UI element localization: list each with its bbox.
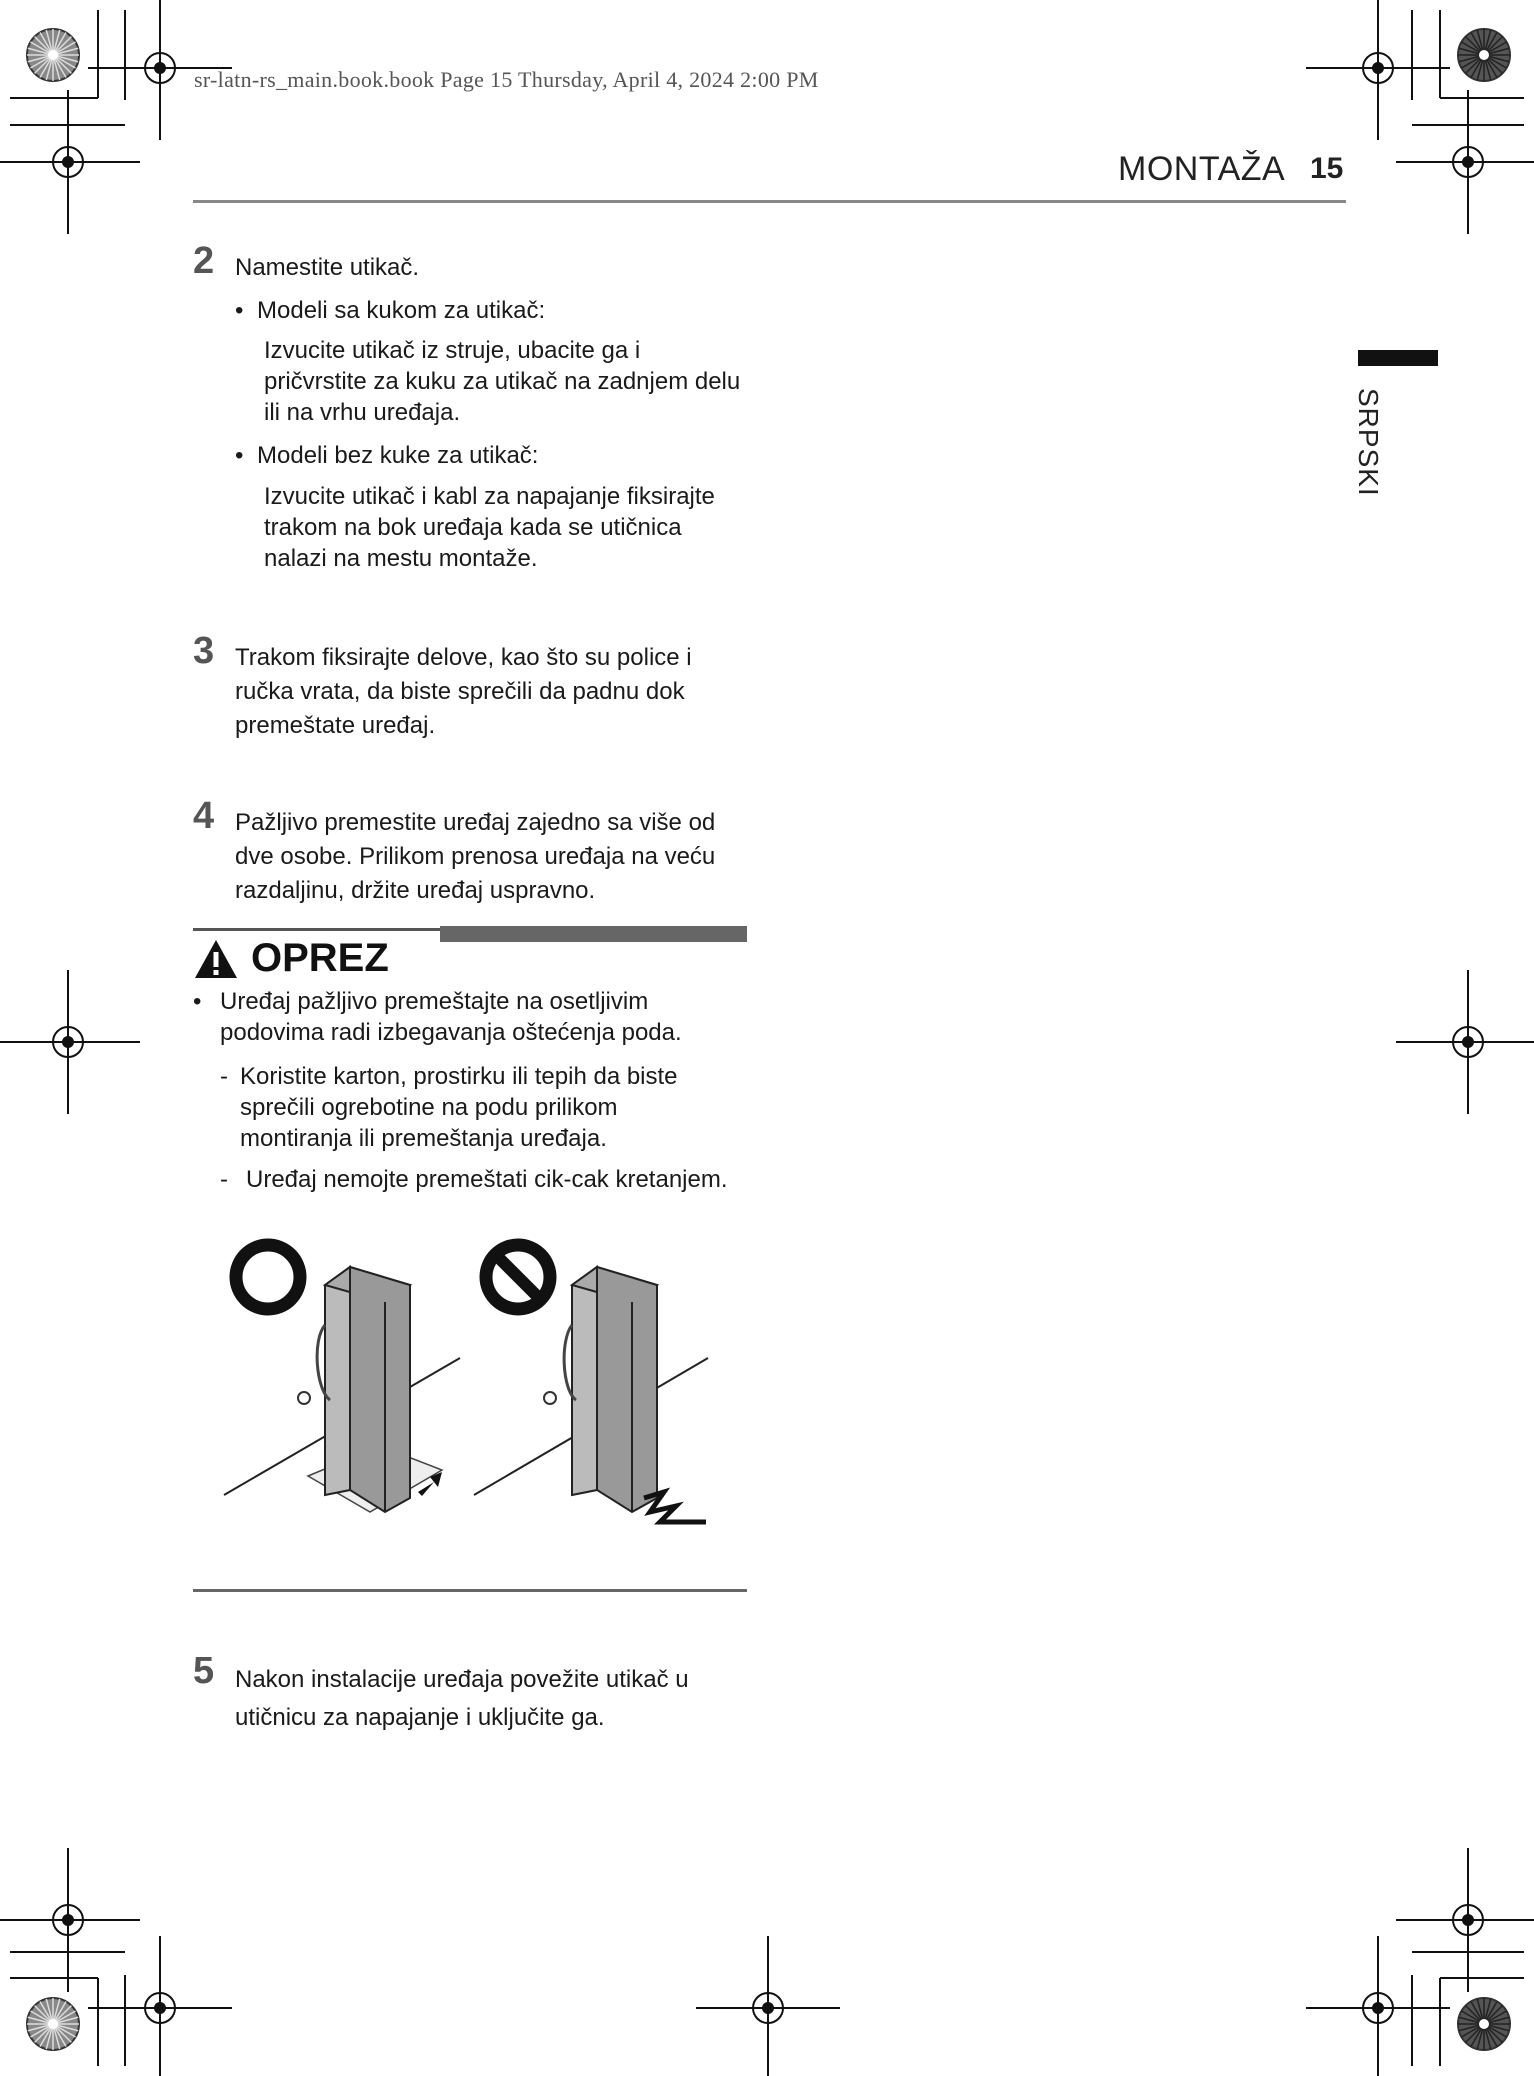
zigzag-arrow [644, 1492, 706, 1522]
appliance-front [325, 1267, 350, 1495]
text-line: montiranja ili premeštanja uređaja. [240, 1125, 607, 1152]
text-line: ručka vrata, da biste sprečili da padnu dok [235, 678, 685, 705]
warning-triangle-icon [193, 938, 239, 980]
registration-crosshair-icon [1306, 1936, 1450, 2076]
moving-illustration [220, 1230, 740, 1540]
registration-crosshair-icon [1396, 90, 1534, 234]
step-3-text [235, 641, 692, 743]
step-number-2: 2 [193, 240, 215, 282]
color-target-icon [1458, 1998, 1510, 2050]
registration-crosshair-icon [88, 1936, 232, 2076]
bullet-body-hook [264, 335, 740, 428]
prohibited-icon [486, 1245, 550, 1309]
text-line: Izvucite utikač iz struje, ubacite ga i [264, 337, 641, 364]
text-line: sprečili ogrebotine na podu prilikom [240, 1094, 618, 1121]
text-line: pričvrstite za kuku za utikač na zadnjem delu [264, 368, 741, 395]
language-tab-label: SRPSKI [1353, 388, 1384, 497]
registration-crosshair-icon [0, 970, 140, 1114]
caution-sub-2: Uređaj nemojte premeštati cik-cak kretanjem. [246, 1166, 728, 1193]
caution-bar [440, 926, 747, 942]
text-line: dve osobe. Prilikom prenosa uređaja na veću [235, 843, 716, 870]
registration-crosshair-icon [696, 1936, 840, 2076]
caution-dash: - [220, 1063, 228, 1090]
text-line: ili na vrhu uređaja. [264, 399, 461, 426]
wrong-example [474, 1245, 708, 1522]
text-line: Izvucite utikač i kabl za napajanje fiksirajte [264, 483, 715, 510]
bullet-title-hook: Modeli sa kukom za utikač: [257, 297, 546, 324]
registration-crosshair-icon [1396, 1848, 1534, 1992]
bullet-title-no-hook: Modeli bez kuke za utikač: [257, 442, 539, 469]
color-target-icon [27, 29, 79, 81]
text-line: Nakon instalacije uređaja povežite utikač u [235, 1666, 689, 1693]
step-2-text: Namestite utikač. [235, 254, 420, 281]
caution-rule [193, 928, 440, 931]
text-line: Trakom fiksirajte delove, kao što su police i [235, 644, 692, 671]
header-rule [193, 200, 1346, 203]
bullet-body-no-hook [264, 481, 715, 574]
step-number-4: 4 [193, 795, 215, 837]
step-5-text [235, 1661, 689, 1737]
step-number-3: 3 [193, 630, 215, 672]
registration-crosshair-icon [1396, 970, 1534, 1114]
step-number-5: 5 [193, 1650, 215, 1692]
language-tab-bar [1358, 350, 1438, 366]
caution-heading [193, 936, 389, 981]
step-4-text [235, 806, 715, 908]
caution-end-rule [193, 1589, 747, 1592]
appliance-side [350, 1267, 410, 1512]
bullet-dot: • [235, 442, 244, 469]
caution-bullet-dot: • [193, 988, 202, 1015]
section-title: MONTAŽA [1118, 150, 1286, 188]
caution-title: OPREZ [251, 936, 389, 980]
circle-ok-icon [236, 1245, 300, 1309]
caution-sub-1 [240, 1061, 678, 1154]
text-line: podovima radi izbegavanja oštećenja poda. [220, 1019, 682, 1046]
registration-crosshair-icon [0, 90, 140, 234]
text-line: Uređaj pažljivo premeštajte na osetljivim [220, 988, 649, 1015]
page-number: 15 [1310, 152, 1344, 185]
text-line: razdaljinu, držite uređaj uspravno. [235, 877, 596, 904]
color-target-icon [27, 1998, 79, 2050]
color-target-icon [1458, 29, 1510, 81]
text-line: Koristite karton, prostirku ili tepih da biste [240, 1063, 678, 1090]
caution-dash: - [220, 1166, 228, 1193]
text-line: premeštate uređaj. [235, 712, 436, 739]
registration-crosshair-icon [0, 1848, 140, 1992]
bullet-dot: • [235, 297, 244, 324]
correct-example [224, 1245, 460, 1512]
text-line: Pažljivo premestite uređaj zajedno sa više od [235, 809, 716, 836]
caution-bullet-text [220, 986, 682, 1048]
print-info-line: sr-latn-rs_main.book.book Page 15 Thursday, April 4, 2024 2:00 PM [194, 67, 819, 92]
registration-crosshair-icon [1306, 0, 1450, 140]
text-line: utičnicu za napajanje i uključite ga. [235, 1704, 605, 1731]
text-line: nalazi na mestu montaže. [264, 545, 538, 572]
text-line: trakom na bok uređaja kada se utičnica [264, 514, 682, 541]
